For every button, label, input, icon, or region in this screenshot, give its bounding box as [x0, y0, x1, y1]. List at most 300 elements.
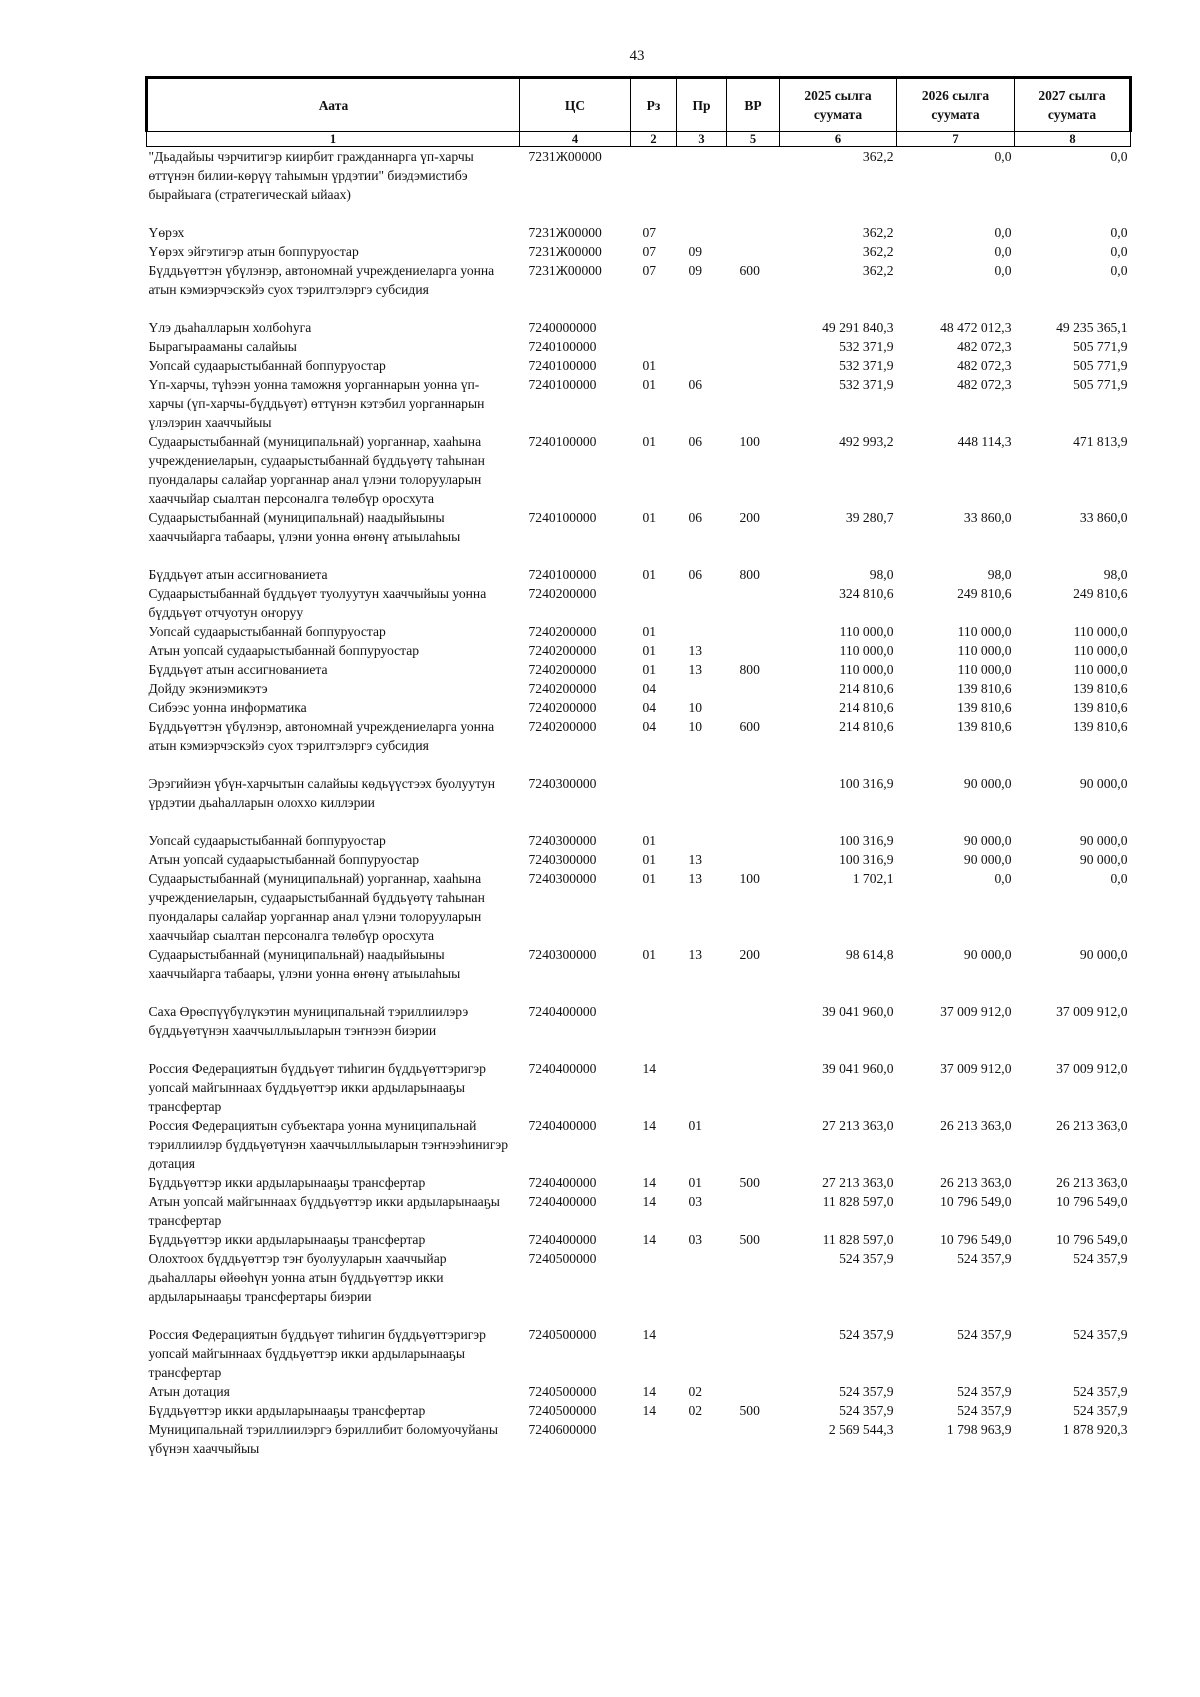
row-amount-2025: 110 000,0 — [839, 624, 894, 639]
row-rz-code: 14 — [642, 1194, 657, 1209]
row-pr-code — [677, 1420, 727, 1458]
row-pr-code: 13 — [688, 871, 703, 886]
row-amount-2026: 524 357,9 — [957, 1327, 1012, 1342]
row-rz-code — [631, 1420, 677, 1458]
row-pr-code — [677, 622, 727, 641]
row-name: Бүддьүөт атын ассигнованиета — [148, 567, 328, 582]
row-vr-code — [727, 356, 780, 375]
row-pr-code — [677, 679, 727, 698]
row-amount-2027: 524 357,9 — [1073, 1403, 1128, 1418]
table-row — [147, 147, 1131, 224]
row-name: Судаарыстыбаннай (муниципальнай) уорганнар, хааһына учреждениеларын, судаарыстыбаннай бүддьүөтү таһынан пуондалары салайар уорганнар анал үлэни толорууларын хааччыйар сыалтан персоналга төлөбүр оросхута — [148, 871, 485, 943]
row-rz-code: 01 — [642, 434, 657, 449]
table-row — [147, 698, 1131, 717]
table-row — [147, 356, 1131, 375]
row-pr-code — [677, 1002, 727, 1059]
row-vr-code — [727, 337, 780, 356]
row-pr-code — [677, 356, 727, 375]
row-vr-code — [727, 679, 780, 698]
row-amount-2025: 362,2 — [862, 263, 894, 278]
row-amount-2026: 482 072,3 — [957, 358, 1012, 373]
row-amount-2027: 37 009 912,0 — [1056, 1004, 1128, 1019]
row-amount-2027: 90 000,0 — [1079, 776, 1128, 791]
row-rz-code: 14 — [642, 1061, 657, 1076]
row-cs-code: 7240500000 — [528, 1327, 597, 1342]
row-amount-2025: 1 702,1 — [852, 871, 894, 886]
row-rz-code: 01 — [642, 358, 657, 373]
row-rz-code: 01 — [642, 567, 657, 582]
row-amount-2025: 532 371,9 — [839, 339, 894, 354]
row-vr-code — [727, 584, 780, 622]
header-2027: 2027 сылга суумата — [1015, 78, 1131, 132]
row-name: Уопсай судаарыстыбаннай боппуруостар — [148, 833, 386, 848]
row-amount-2027: 505 771,9 — [1073, 377, 1128, 392]
row-amount-2025: 11 828 597,0 — [822, 1232, 894, 1247]
row-name: "Дьадайыы чэрчитигэр киирбит гражданнарга үп-харчы өттүнэн билии-көрүү таһымын үрдэтии" биэдэмистибэ бырайыага (стратегическай ыйаах) — [148, 149, 474, 202]
row-pr-code: 02 — [688, 1403, 703, 1418]
row-amount-2027: 139 810,6 — [1073, 700, 1128, 715]
table-row — [147, 660, 1131, 679]
column-number: 1 — [147, 132, 520, 147]
header-2025: 2025 сылга суумата — [780, 78, 897, 132]
row-amount-2025: 214 810,6 — [839, 700, 894, 715]
row-amount-2027: 90 000,0 — [1079, 852, 1128, 867]
row-vr-code — [727, 147, 780, 224]
row-pr-code — [677, 774, 727, 831]
row-rz-code: 04 — [642, 681, 657, 696]
row-vr-code: 100 — [739, 871, 760, 886]
row-name: Атын дотация — [148, 1384, 230, 1399]
row-rz-code: 07 — [642, 263, 657, 278]
row-amount-2025: 362,2 — [862, 244, 894, 259]
row-rz-code — [631, 584, 677, 622]
row-name: Россия Федерациятын субъектара уонна муниципальнай тэриллиилэр бүддьүөтүнэн хааччыллыыларын тэҥнээһинигэр дотация — [148, 1118, 509, 1171]
row-amount-2026: 110 000,0 — [957, 643, 1012, 658]
row-amount-2026: 1 798 963,9 — [946, 1422, 1012, 1437]
row-cs-code: 7240300000 — [528, 776, 597, 791]
row-vr-code — [727, 1002, 780, 1059]
row-vr-code — [727, 622, 780, 641]
row-name: Атын уопсай судаарыстыбаннай боппуруостар — [148, 852, 420, 867]
header-cs: ЦС — [520, 78, 631, 132]
row-amount-2026: 249 810,6 — [957, 586, 1012, 601]
row-rz-code: 01 — [642, 852, 657, 867]
row-name: Россия Федерациятын бүддьүөт тиһигин бүддьүөттэригэр уопсай майгыннаах бүддьүөттэр икки ардыларынааҕы трансфертар — [148, 1327, 486, 1380]
row-name: Бүддьүөттэн үбүлэнэр, автономнай учреждениеларга уонна атын кэмиэрчэскэйэ суох тэрилтэлэргэ субсидия — [148, 263, 495, 297]
row-cs-code: 7240400000 — [528, 1118, 597, 1133]
row-amount-2027: 249 810,6 — [1073, 586, 1128, 601]
row-cs-code: 7240200000 — [528, 586, 597, 601]
row-amount-2026: 90 000,0 — [963, 833, 1012, 848]
row-amount-2027: 110 000,0 — [1073, 624, 1128, 639]
row-cs-code: 7240400000 — [528, 1232, 597, 1247]
row-amount-2025: 532 371,9 — [839, 377, 894, 392]
row-amount-2025: 2 569 544,3 — [828, 1422, 894, 1437]
row-rz-code: 07 — [642, 225, 657, 240]
row-amount-2027: 37 009 912,0 — [1056, 1061, 1128, 1076]
table-row — [147, 1059, 1131, 1116]
row-name: Үлэ дьаһалларын холбоһуга — [148, 320, 312, 335]
row-pr-code: 01 — [688, 1175, 703, 1190]
row-pr-code: 03 — [688, 1232, 703, 1247]
row-cs-code: 7240200000 — [528, 719, 597, 734]
row-vr-code — [727, 831, 780, 850]
row-pr-code: 09 — [688, 263, 703, 278]
row-amount-2027: 49 235 365,1 — [1056, 320, 1128, 335]
row-amount-2026: 139 810,6 — [957, 681, 1012, 696]
row-name: Үөрэх — [148, 225, 185, 240]
table-row — [147, 508, 1131, 565]
row-vr-code — [727, 242, 780, 261]
row-rz-code: 01 — [642, 871, 657, 886]
row-vr-code: 800 — [739, 567, 760, 582]
row-pr-code: 10 — [688, 700, 703, 715]
row-name: Уопсай судаарыстыбаннай боппуруостар — [148, 358, 386, 373]
row-name: Бүддьүөттэр икки ардыларынааҕы трансфертар — [148, 1232, 426, 1247]
row-name: Сибээс уонна информатика — [148, 700, 307, 715]
row-cs-code: 7240400000 — [528, 1175, 597, 1190]
row-amount-2025: 98,0 — [869, 567, 894, 582]
table-row — [147, 242, 1131, 261]
row-pr-code: 13 — [688, 643, 703, 658]
header-pr: Пр — [677, 78, 727, 132]
row-amount-2025: 492 993,2 — [839, 434, 894, 449]
budget-table — [145, 76, 1132, 1458]
row-amount-2026: 524 357,9 — [957, 1384, 1012, 1399]
row-vr-code — [727, 318, 780, 337]
row-amount-2026: 524 357,9 — [957, 1403, 1012, 1418]
row-pr-code: 03 — [688, 1194, 703, 1209]
row-amount-2026: 0,0 — [994, 225, 1012, 240]
table-row — [147, 584, 1131, 622]
row-amount-2027: 90 000,0 — [1079, 947, 1128, 962]
row-vr-code — [727, 698, 780, 717]
row-rz-code: 01 — [642, 833, 657, 848]
row-amount-2027: 90 000,0 — [1079, 833, 1128, 848]
row-name: Дойду экэниэмикэтэ — [148, 681, 268, 696]
row-amount-2026: 482 072,3 — [957, 339, 1012, 354]
row-amount-2027: 26 213 363,0 — [1056, 1118, 1128, 1133]
row-amount-2025: 11 828 597,0 — [822, 1194, 894, 1209]
row-amount-2027: 524 357,9 — [1073, 1327, 1128, 1342]
row-name: Эрэгийиэн үбүн-харчытын салайыы көдьүүстээх буолуутун үрдэтии дьаһалларын олоххо киллэрии — [148, 776, 496, 810]
header-rz: Рз — [631, 78, 677, 132]
row-rz-code: 14 — [642, 1175, 657, 1190]
row-cs-code: 7240400000 — [528, 1194, 597, 1209]
row-amount-2025: 532 371,9 — [839, 358, 894, 373]
row-amount-2027: 33 860,0 — [1079, 510, 1128, 525]
row-amount-2025: 110 000,0 — [839, 643, 894, 658]
row-amount-2026: 37 009 912,0 — [940, 1004, 1012, 1019]
row-vr-code: 600 — [739, 263, 760, 278]
column-number: 7 — [897, 132, 1015, 147]
row-amount-2026: 98,0 — [987, 567, 1012, 582]
row-amount-2026: 0,0 — [994, 244, 1012, 259]
row-vr-code: 800 — [739, 662, 760, 677]
row-cs-code: 7231Ж00000 — [528, 244, 602, 259]
row-name: Судаарыстыбаннай бүддьүөт туолуутун хааччыйыы уонна бүддьүөт отчуотун оҥоруу — [148, 586, 487, 620]
row-amount-2026: 139 810,6 — [957, 719, 1012, 734]
table-row — [147, 565, 1131, 584]
row-cs-code: 7231Ж00000 — [528, 263, 602, 278]
row-cs-code: 7240200000 — [528, 662, 597, 677]
table-row — [147, 1382, 1131, 1401]
row-amount-2025: 362,2 — [862, 225, 894, 240]
row-name: Россия Федерациятын бүддьүөт тиһигин бүддьүөттэригэр уопсай майгыннаах бүддьүөттэр икки ардыларынааҕы трансфертар — [148, 1061, 486, 1114]
row-amount-2025: 110 000,0 — [839, 662, 894, 677]
row-pr-code: 13 — [688, 947, 703, 962]
row-amount-2026: 524 357,9 — [957, 1251, 1012, 1266]
row-amount-2027: 139 810,6 — [1073, 681, 1128, 696]
row-name: Олохтоох бүддьүөттэр тэҥ буолууларын хааччыйар дьаһаллары өйөөһүн уонна атын бүддьүөттэр икки ардыларынааҕы трансфертары биэрии — [148, 1251, 447, 1304]
row-amount-2027: 98,0 — [1103, 567, 1128, 582]
row-vr-code — [727, 1382, 780, 1401]
row-vr-code: 500 — [739, 1232, 760, 1247]
table-row — [147, 1420, 1131, 1458]
budget-table-container — [145, 76, 1129, 1458]
row-pr-code — [677, 584, 727, 622]
row-name: Атын уопсай судаарыстыбаннай боппуруостар — [148, 643, 420, 658]
row-vr-code — [727, 1325, 780, 1382]
row-amount-2025: 27 213 363,0 — [822, 1118, 894, 1133]
table-header — [147, 78, 1131, 147]
row-vr-code: 600 — [739, 719, 760, 734]
row-name: Муниципальнай тэриллиилэргэ бэриллибит боломуочуйаны үбүнэн хааччыйыы — [148, 1422, 498, 1456]
row-cs-code: 7240200000 — [528, 700, 597, 715]
row-cs-code: 7240100000 — [528, 377, 597, 392]
column-number: 2 — [631, 132, 677, 147]
row-vr-code: 200 — [739, 947, 760, 962]
row-pr-code: 06 — [688, 510, 703, 525]
header-row — [147, 78, 1131, 132]
row-name: Бүддьүөттэр икки ардыларынааҕы трансфертар — [148, 1403, 426, 1418]
table-row — [147, 945, 1131, 1002]
row-amount-2027: 10 796 549,0 — [1056, 1232, 1128, 1247]
row-amount-2026: 48 472 012,3 — [940, 320, 1012, 335]
row-amount-2026: 0,0 — [994, 871, 1012, 886]
row-amount-2027: 10 796 549,0 — [1056, 1194, 1128, 1209]
table-row — [147, 1325, 1131, 1382]
row-amount-2026: 10 796 549,0 — [940, 1232, 1012, 1247]
row-pr-code — [677, 1059, 727, 1116]
row-amount-2026: 448 114,3 — [957, 434, 1012, 449]
row-cs-code: 7240100000 — [528, 510, 597, 525]
row-rz-code — [631, 774, 677, 831]
row-amount-2025: 214 810,6 — [839, 719, 894, 734]
header-vr: ВР — [727, 78, 780, 132]
row-cs-code: 7240100000 — [528, 567, 597, 582]
table-row — [147, 850, 1131, 869]
row-name: Саха Өрөспүүбүлүкэтин муниципальнай тэриллиилэрэ бүддьүөтүнэн хааччыллыыларын тэҥнээн биэрии — [148, 1004, 469, 1038]
row-cs-code: 7240300000 — [528, 871, 597, 886]
row-amount-2025: 39 280,7 — [845, 510, 894, 525]
row-cs-code: 7240400000 — [528, 1061, 597, 1076]
table-row — [147, 261, 1131, 318]
row-rz-code: 01 — [642, 947, 657, 962]
row-amount-2026: 37 009 912,0 — [940, 1061, 1012, 1076]
row-amount-2025: 324 810,6 — [839, 586, 894, 601]
row-cs-code: 7240100000 — [528, 339, 597, 354]
row-amount-2025: 98 614,8 — [845, 947, 894, 962]
row-amount-2027: 0,0 — [1110, 225, 1128, 240]
row-amount-2026: 0,0 — [994, 263, 1012, 278]
column-number: 5 — [727, 132, 780, 147]
table-row — [147, 622, 1131, 641]
row-amount-2026: 33 860,0 — [963, 510, 1012, 525]
row-cs-code: 7240400000 — [528, 1004, 597, 1019]
row-rz-code — [631, 337, 677, 356]
table-row — [147, 1401, 1131, 1420]
column-number-row — [147, 132, 1131, 147]
row-amount-2026: 482 072,3 — [957, 377, 1012, 392]
row-vr-code — [727, 375, 780, 432]
row-rz-code: 14 — [642, 1384, 657, 1399]
row-pr-code: 09 — [688, 244, 703, 259]
row-pr-code: 06 — [688, 567, 703, 582]
row-rz-code — [631, 147, 677, 224]
row-rz-code: 07 — [642, 244, 657, 259]
row-rz-code: 14 — [642, 1118, 657, 1133]
row-cs-code: 7231Ж00000 — [528, 225, 602, 240]
row-amount-2025: 524 357,9 — [839, 1251, 894, 1266]
row-cs-code: 7240300000 — [528, 947, 597, 962]
table-row — [147, 1173, 1131, 1192]
row-amount-2025: 214 810,6 — [839, 681, 894, 696]
row-pr-code — [677, 1325, 727, 1382]
row-vr-code — [727, 1059, 780, 1116]
row-cs-code: 7240100000 — [528, 358, 597, 373]
row-rz-code: 01 — [642, 662, 657, 677]
row-amount-2027: 0,0 — [1110, 263, 1128, 278]
row-vr-code: 500 — [739, 1175, 760, 1190]
row-pr-code — [677, 337, 727, 356]
row-vr-code — [727, 1420, 780, 1458]
row-amount-2026: 10 796 549,0 — [940, 1194, 1012, 1209]
row-pr-code: 10 — [688, 719, 703, 734]
table-row — [147, 432, 1131, 508]
row-amount-2026: 26 213 363,0 — [940, 1175, 1012, 1190]
row-amount-2025: 49 291 840,3 — [822, 320, 894, 335]
table-row — [147, 318, 1131, 337]
row-vr-code — [727, 850, 780, 869]
table-body — [147, 147, 1131, 1459]
row-amount-2027: 0,0 — [1110, 149, 1128, 164]
table-row — [147, 1116, 1131, 1173]
row-amount-2025: 27 213 363,0 — [822, 1175, 894, 1190]
row-amount-2027: 505 771,9 — [1073, 358, 1128, 373]
row-rz-code: 01 — [642, 510, 657, 525]
row-amount-2026: 0,0 — [994, 149, 1012, 164]
header-name: Аата — [147, 78, 520, 132]
row-rz-code — [631, 1002, 677, 1059]
table-row — [147, 1192, 1131, 1230]
row-amount-2027: 471 813,9 — [1073, 434, 1128, 449]
row-name: Үөрэх эйгэтигэр атын боппуруостар — [148, 244, 359, 259]
row-cs-code: 7240300000 — [528, 833, 597, 848]
row-vr-code: 200 — [739, 510, 760, 525]
row-rz-code: 04 — [642, 700, 657, 715]
row-pr-code — [677, 318, 727, 337]
header-2026: 2026 сылга суумата — [897, 78, 1015, 132]
row-amount-2026: 90 000,0 — [963, 947, 1012, 962]
column-number: 4 — [520, 132, 631, 147]
row-amount-2027: 0,0 — [1110, 871, 1128, 886]
table-row — [147, 679, 1131, 698]
column-number: 3 — [677, 132, 727, 147]
row-amount-2025: 100 316,9 — [839, 776, 894, 791]
row-vr-code: 100 — [739, 434, 760, 449]
row-cs-code: 7240200000 — [528, 624, 597, 639]
table-row — [147, 1249, 1131, 1325]
row-amount-2026: 139 810,6 — [957, 700, 1012, 715]
page-number: 43 — [629, 48, 645, 64]
row-vr-code — [727, 223, 780, 242]
row-name: Бүддьүөт атын ассигнованиета — [148, 662, 328, 677]
row-cs-code: 7240500000 — [528, 1384, 597, 1399]
table-row — [147, 1230, 1131, 1249]
row-amount-2027: 524 357,9 — [1073, 1251, 1128, 1266]
table-row — [147, 717, 1131, 774]
row-rz-code: 14 — [642, 1403, 657, 1418]
row-amount-2025: 39 041 960,0 — [822, 1061, 894, 1076]
row-name: Бүддьүөттэр икки ардыларынааҕы трансфертар — [148, 1175, 426, 1190]
row-cs-code: 7240600000 — [528, 1422, 597, 1437]
row-vr-code — [727, 774, 780, 831]
row-pr-code — [677, 1249, 727, 1325]
row-name: Атын уопсай майгыннаах бүддьүөттэр икки ардыларынааҕы трансфертар — [148, 1194, 500, 1228]
row-amount-2027: 110 000,0 — [1073, 662, 1128, 677]
table-row — [147, 831, 1131, 850]
row-amount-2027: 1 878 920,3 — [1062, 1422, 1128, 1437]
column-number: 6 — [780, 132, 897, 147]
row-amount-2026: 90 000,0 — [963, 852, 1012, 867]
row-rz-code — [631, 318, 677, 337]
row-rz-code: 14 — [642, 1232, 657, 1247]
row-name: Судаарыстыбаннай (муниципальнай) наадыйыыны хааччыйарга табаары, үлэни уонна өҥөнү атыылаһыы — [148, 510, 461, 544]
row-cs-code: 7240000000 — [528, 320, 597, 335]
row-amount-2025: 39 041 960,0 — [822, 1004, 894, 1019]
row-pr-code: 13 — [688, 852, 703, 867]
row-vr-code: 500 — [739, 1403, 760, 1418]
row-amount-2027: 0,0 — [1110, 244, 1128, 259]
row-name: Уопсай судаарыстыбаннай боппуруостар — [148, 624, 386, 639]
table-row — [147, 375, 1131, 432]
table-row — [147, 774, 1131, 831]
row-cs-code: 7240500000 — [528, 1403, 597, 1418]
row-pr-code: 02 — [688, 1384, 703, 1399]
row-pr-code: 06 — [688, 434, 703, 449]
row-amount-2027: 110 000,0 — [1073, 643, 1128, 658]
row-amount-2025: 524 357,9 — [839, 1384, 894, 1399]
row-cs-code: 7240500000 — [528, 1251, 597, 1266]
row-rz-code: 04 — [642, 719, 657, 734]
row-name: Үп-харчы, түһээн уонна таможня уорганнарын уонна үп-харчы (үп-харчы-бүддьүөт) өттүнэн кэтэбил уорганнарын үлэлэрин хааччыйыы — [148, 377, 485, 430]
row-cs-code: 7240300000 — [528, 852, 597, 867]
table-row — [147, 223, 1131, 242]
row-amount-2025: 100 316,9 — [839, 833, 894, 848]
row-pr-code: 06 — [688, 377, 703, 392]
column-number: 8 — [1015, 132, 1131, 147]
row-pr-code — [677, 831, 727, 850]
row-amount-2027: 139 810,6 — [1073, 719, 1128, 734]
row-pr-code: 13 — [688, 662, 703, 677]
row-cs-code: 7231Ж00000 — [528, 149, 602, 164]
row-vr-code — [727, 641, 780, 660]
row-amount-2026: 110 000,0 — [957, 624, 1012, 639]
row-amount-2026: 110 000,0 — [957, 662, 1012, 677]
row-amount-2025: 524 357,9 — [839, 1327, 894, 1342]
table-row — [147, 337, 1131, 356]
